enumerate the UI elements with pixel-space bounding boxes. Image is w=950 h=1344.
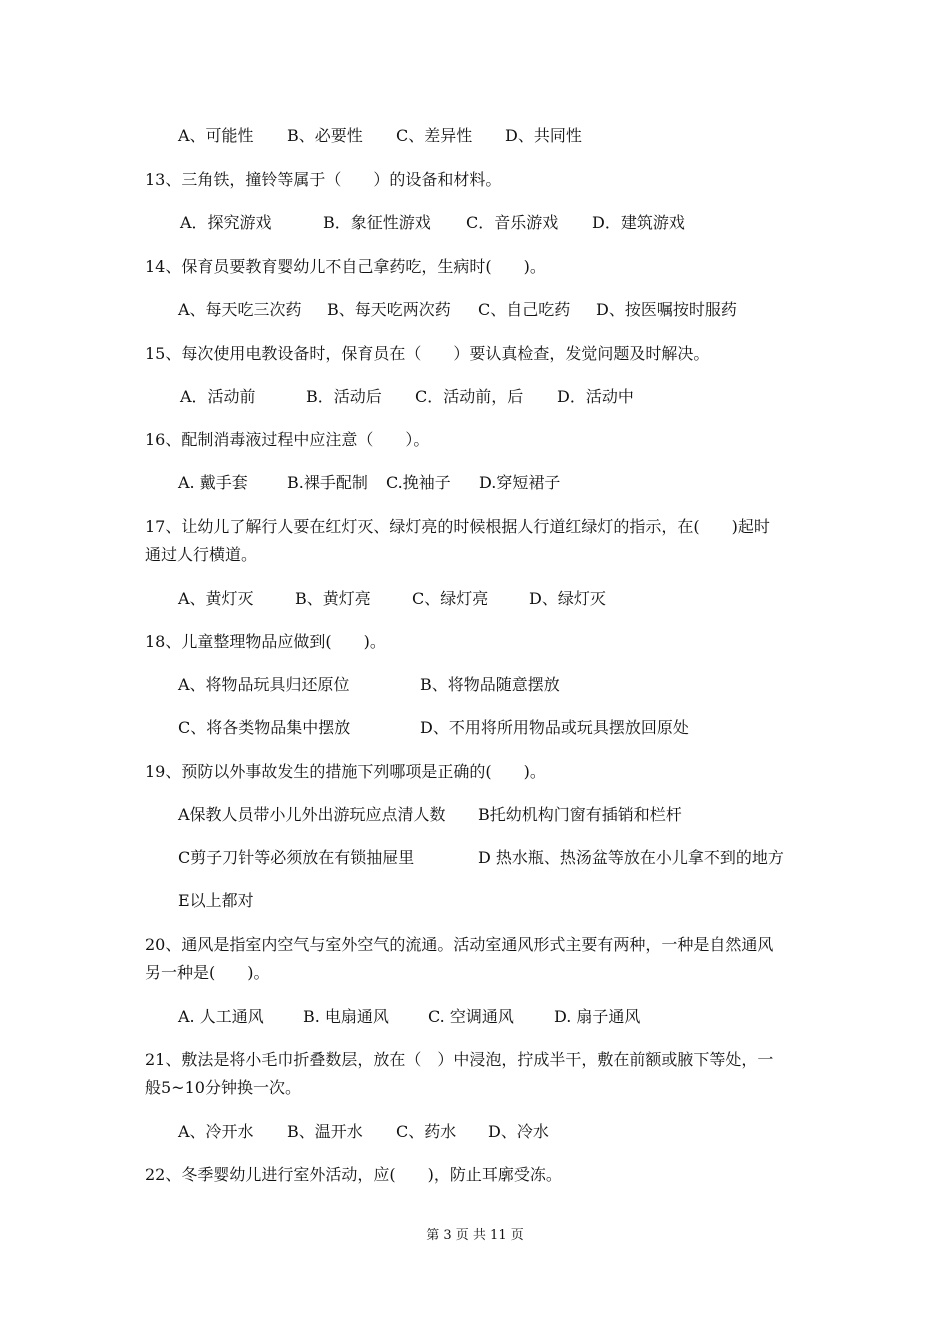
q12-option-d: D、共同性 (505, 126, 582, 145)
q19-stem: 19、预防以外事故发生的措施下列哪项是正确的( )。 (145, 762, 546, 781)
q20-option-a: A. 人工通风 (178, 1007, 264, 1026)
q15-stem: 15、每次使用电教设备时，保育员在（ ）要认真检查，发觉问题及时解决。 (145, 344, 710, 363)
q21-option-b: B、温开水 (287, 1122, 363, 1141)
q14-option-c: C、自己吃药 (478, 300, 571, 319)
q20-option-b: B. 电扇通风 (303, 1007, 389, 1026)
q18-options-row-1 (0, 671, 560, 699)
q14-option-d: D、按医嘱按时服药 (596, 300, 737, 319)
q13-option-c: C．音乐游戏 (466, 213, 559, 232)
q21-stem-line-2: 般5~10分钟换一次。 (145, 1078, 301, 1097)
q20-stem-line-1: 20、通风是指室内空气与室外空气的流通。活动室通风形式主要有两种，一种是自然通风 (145, 935, 774, 954)
q20-stem-line-2: 另一种是( )。 (145, 963, 270, 982)
q19-option-d: D 热水瓶、热汤盆等放在小儿拿不到的地方 (478, 848, 784, 867)
q19-options-row-2 (0, 844, 784, 872)
q21-stem-line-1: 21、敷法是将小毛巾折叠数层，放在（ ）中浸泡，拧成半干，敷在前额或腋下等处，一 (145, 1050, 774, 1069)
q13-options (0, 209, 685, 237)
q19-option-c: C剪子刀针等必须放在有锁抽屉里 (178, 848, 415, 867)
q16-option-d: D.穿短裙子 (479, 473, 561, 492)
q19-option-a: A保教人员带小儿外出游玩应点清人数 (178, 805, 446, 824)
q15-options (0, 383, 634, 411)
q16-option-b: B.裸手配制 (287, 473, 368, 492)
q17-option-a: A、黄灯灭 (178, 589, 254, 608)
q21-option-a: A、冷开水 (178, 1122, 254, 1141)
q16-options (0, 469, 561, 497)
q14-options (0, 296, 737, 324)
q13-option-b: B．象征性游戏 (323, 213, 431, 232)
q19-options-row-1 (0, 801, 682, 829)
q18-option-c: C、将各类物品集中摆放 (178, 718, 351, 737)
q17-options (0, 585, 606, 613)
q18-option-a: A、将物品玩具归还原位 (178, 675, 350, 694)
q17-option-d: D、绿灯灭 (529, 589, 606, 608)
q12-option-c: C、差异性 (396, 126, 473, 145)
q21-option-c: C、药水 (396, 1122, 457, 1141)
q16-option-a: A. 戴手套 (178, 473, 248, 492)
q15-option-d: D．活动中 (557, 387, 634, 406)
q19-option-b: B托幼机构门窗有插销和栏杆 (478, 805, 682, 824)
q13-option-a: A．探究游戏 (180, 213, 272, 232)
q13-stem: 13、三角铁，撞铃等属于（ ）的设备和材料。 (145, 170, 502, 189)
q17-stem-line-2: 通过人行横道。 (145, 545, 258, 564)
q15-option-a: A．活动前 (180, 387, 256, 406)
q17-stem-line-1: 17、让幼儿了解行人要在红灯灭、绿灯亮的时候根据人行道红绿灯的指示，在( )起时 (145, 517, 770, 536)
q17-option-b: B、黄灯亮 (295, 589, 371, 608)
q15-option-b: B．活动后 (306, 387, 382, 406)
q18-option-b: B、将物品随意摆放 (420, 675, 560, 694)
q19-options-row-3 (0, 887, 254, 915)
q12-option-b: B、必要性 (287, 126, 363, 145)
q12-options (0, 122, 582, 150)
q13-option-d: D．建筑游戏 (592, 213, 685, 232)
q20-option-d: D. 扇子通风 (554, 1007, 641, 1026)
q18-options-row-2 (0, 714, 689, 742)
q14-stem: 14、保育员要教育婴幼儿不自己拿药吃，生病时( )。 (145, 257, 546, 276)
q16-stem: 16、配制消毒液过程中应注意（ ）。 (145, 430, 430, 449)
q16-option-c: C.挽袖子 (386, 473, 451, 492)
q15-option-c: C．活动前，后 (415, 387, 524, 406)
q21-options (0, 1118, 549, 1146)
q17-option-c: C、绿灯亮 (412, 589, 489, 608)
q14-option-b: B、每天吃两次药 (327, 300, 451, 319)
q14-option-a: A、每天吃三次药 (178, 300, 302, 319)
q18-option-d: D、不用将所用物品或玩具摆放回原处 (420, 718, 689, 737)
q19-option-e: E以上都对 (178, 891, 254, 910)
q18-stem: 18、儿童整理物品应做到( )。 (145, 632, 386, 651)
q20-options (0, 1003, 641, 1031)
page-footer: 第 3 页 共 11 页 (426, 1228, 524, 1243)
q22-stem: 22、冬季婴幼儿进行室外活动，应( )，防止耳廓受冻。 (145, 1165, 562, 1184)
q21-option-d: D、冷水 (488, 1122, 549, 1141)
q12-option-a: A、可能性 (178, 126, 254, 145)
q20-option-c: C. 空调通风 (428, 1007, 514, 1026)
